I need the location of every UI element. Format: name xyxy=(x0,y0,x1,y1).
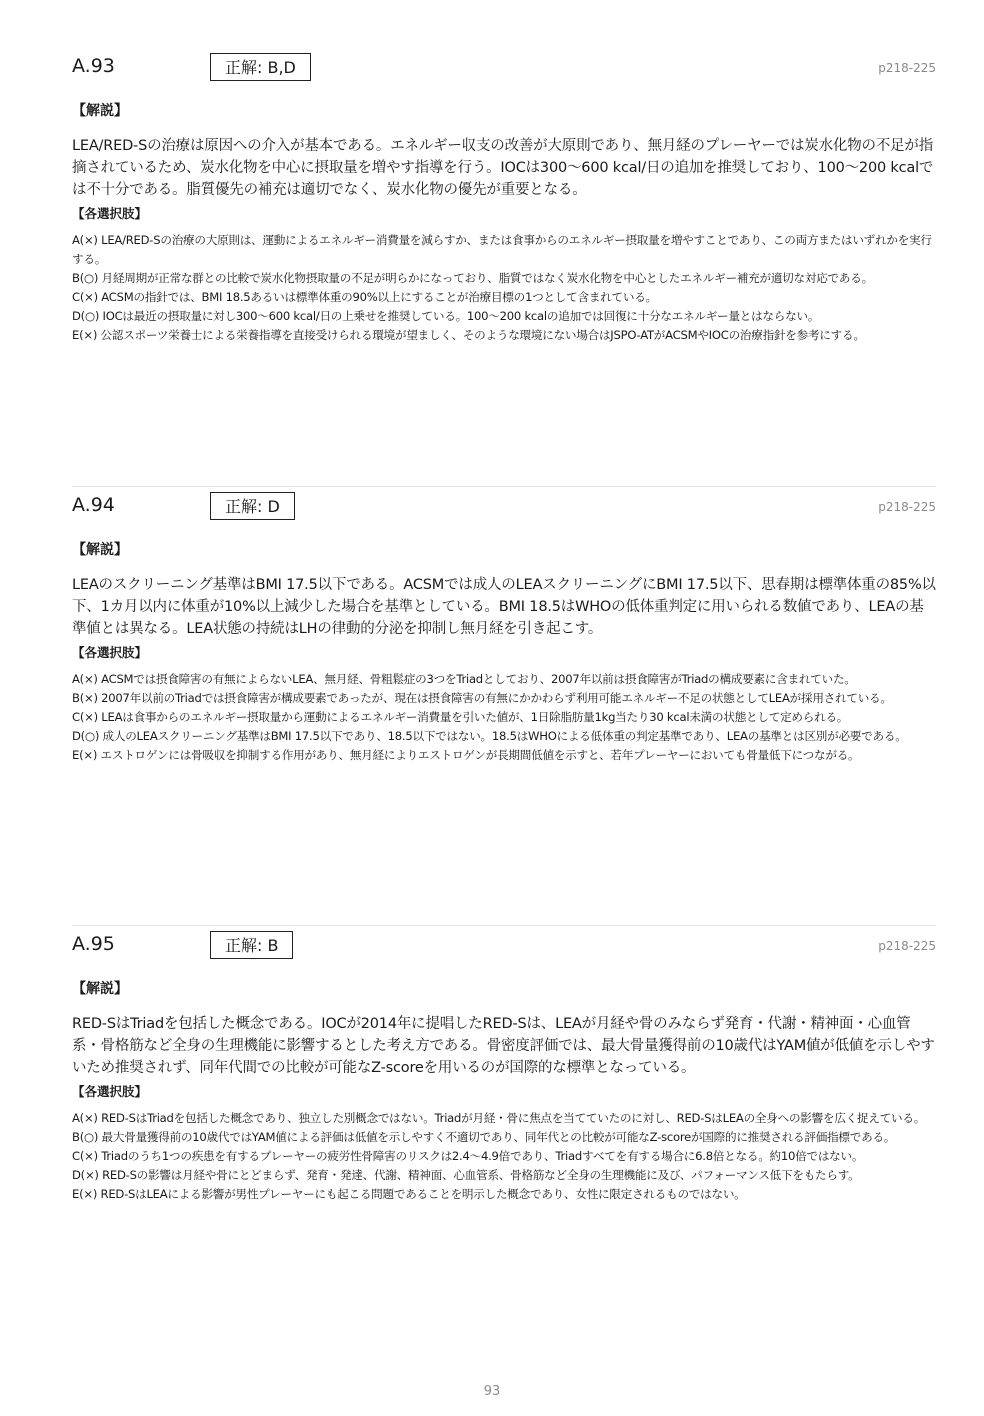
answer-box: 正解: B xyxy=(210,931,293,959)
page-reference: p218-225 xyxy=(878,939,936,953)
choices-list xyxy=(72,670,936,765)
section-divider xyxy=(72,925,936,926)
question-header xyxy=(72,931,936,963)
choice-d: D(×) RED-Sの影響は月経や骨にとどまらず、発育・発達、代謝、精神面、心血管系、骨格筋など全身の生理機能に及び、パフォーマンス低下をもたらす。 xyxy=(72,1168,860,1182)
question-header xyxy=(72,492,936,524)
explanation-heading: 【解説】 xyxy=(72,981,128,997)
choice-e: E(×) エストロゲンには骨吸収を抑制する作用があり、無月経によりエストロゲンが長期間低値を示すと、若年プレーヤーにおいても骨量低下につながる。 xyxy=(72,748,860,762)
choices-list xyxy=(72,231,936,345)
choice-a: A(×) ACSMでは摂食障害の有無によらないLEA、無月経、骨粗鬆症の3つをTriadとしており、2007年以前は摂食障害がTriadの構成要素に含まれていた。 xyxy=(72,672,856,686)
choice-b: B(×) 2007年以前のTriadでは摂食障害が構成要素であったが、現在は摂食障害の有無にかかわらず利用可能エネルギー不足の状態としてLEAが採用されている。 xyxy=(72,691,892,705)
page-reference: p218-225 xyxy=(878,500,936,514)
choice-c: C(×) LEAは食事からのエネルギー摂取量から運動によるエネルギー消費量を引いた値が、1日除脂肪量1kg当たり30 kcal未満の状態として定められる。 xyxy=(72,710,849,724)
choice-d: D(○) 成人のLEAスクリーニング基準はBMI 17.5以下であり、18.5以下ではない。18.5はWHOによる低体重の判定基準であり、LEAの基準とは区別が必要である。 xyxy=(72,729,907,743)
choice-a: A(×) LEA/RED-Sの治療の大原則は、運動によるエネルギー消費量を減らすか、または食事からのエネルギー摂取量を増やすことであり、この両方またはいずれかを実行する。 xyxy=(72,233,932,266)
explanation-heading: 【解説】 xyxy=(72,103,128,119)
choice-c: C(×) ACSMの指針では、BMI 18.5あるいは標準体重の90%以上にすることが治療目標の1つとして含まれている。 xyxy=(72,290,657,304)
choices-heading: 【各選択肢】 xyxy=(72,645,148,660)
explanation-heading: 【解説】 xyxy=(72,542,128,558)
choice-b: B(○) 最大骨量獲得前の10歳代ではYAM値による評価は低値を示しやすく不適切であり、同年代との比較が可能なZ-scoreが国際的に推奨される評価指標である。 xyxy=(72,1130,896,1144)
explanation-text: LEA/RED-Sの治療は原因への介入が基本である。エネルギー収支の改善が大原則であり、無月経のプレーヤーでは炭水化物の不足が指摘されているため、炭水化物を中心に摂取量を増やす指導を行う。IOCは300〜600 kcal/日の追加を推奨しており、100〜200 kcalでは不十分である。脂質優先の補充は適切でなく、炭水化物の優先が重要となる。 xyxy=(72,138,934,198)
answer-box: 正解: B,D xyxy=(210,53,311,81)
question-section-93 xyxy=(72,53,936,345)
answer-box: 正解: D xyxy=(210,492,295,520)
page-number: 93 xyxy=(483,1384,501,1399)
question-number: A.94 xyxy=(72,494,115,516)
question-number: A.95 xyxy=(72,933,115,955)
question-number: A.93 xyxy=(72,55,115,77)
question-section-95 xyxy=(72,931,936,1204)
explanation-text: LEAのスクリーニング基準はBMI 17.5以下である。ACSMでは成人のLEAスクリーニングにBMI 17.5以下、思春期は標準体重の85%以下、1カ月以内に体重が10%以上減少した場合を基準としている。BMI 18.5はWHOの低体重判定に用いられる数値であり、LEAの基準値とは異なる。LEA状態の持続はLHの律動的分泌を抑制し無月経を引き起こす。 xyxy=(72,577,936,637)
question-section-94 xyxy=(72,492,936,765)
question-header xyxy=(72,53,936,85)
choice-d: D(○) IOCは最近の摂取量に対し300〜600 kcal/日の上乗せを推奨している。100〜200 kcalの追加では回復に十分なエネルギー量とはならない。 xyxy=(72,309,820,323)
section-divider xyxy=(72,486,936,487)
choices-heading: 【各選択肢】 xyxy=(72,206,148,221)
choice-b: B(○) 月経周期が正常な群との比較で炭水化物摂取量の不足が明らかになっており、脂質ではなく炭水化物を中心としたエネルギー補充が適切な対応である。 xyxy=(72,271,873,285)
choice-a: A(×) RED-SはTriadを包括した概念であり、独立した別概念ではない。Triadが月経・骨に焦点を当てていたのに対し、RED-SはLEAの全身への影響を広く捉えている。 xyxy=(72,1111,926,1125)
choices-heading: 【各選択肢】 xyxy=(72,1084,148,1099)
choices-list xyxy=(72,1109,936,1204)
choice-c: C(×) Triadのうち1つの疾患を有するプレーヤーの疲労性骨障害のリスクは2.4〜4.9倍であり、Triadすべてを有する場合に6.8倍となる。約10倍ではない。 xyxy=(72,1149,864,1163)
explanation-text: RED-SはTriadを包括した概念である。IOCが2014年に提唱したRED-Sは、LEAが月経や骨のみならず発育・代謝・精神面・心血管系・骨格筋など全身の生理機能に影響するとした考え方である。骨密度評価では、最大骨量獲得前の10歳代はYAM値が低値を示しやすいため推奨されず、同年代間での比較が可能なZ-scoreを用いるのが国際的な標準となっている。 xyxy=(72,1016,935,1076)
choice-e: E(×) 公認スポーツ栄養士による栄養指導を直接受けられる環境が望ましく、そのような環境にない場合はJSPO-ATがACSMやIOCの治療指針を参考にする。 xyxy=(72,328,865,342)
choice-e: E(×) RED-SはLEAによる影響が男性プレーヤーにも起こる問題であることを明示した概念であり、女性に限定されるものではない。 xyxy=(72,1187,746,1201)
page-reference: p218-225 xyxy=(878,61,936,75)
